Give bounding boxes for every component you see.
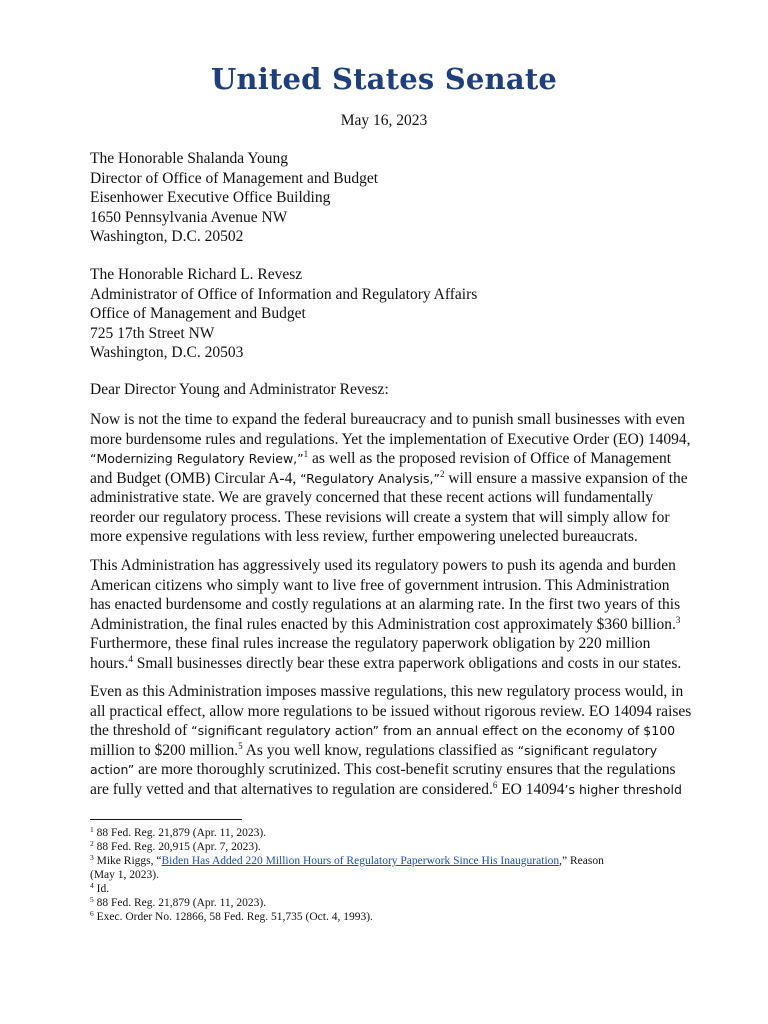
paragraph-line: This Administration has aggressively used its regulatory powers to push its agenda and burden bbox=[90, 557, 676, 574]
body-paragraph-3 bbox=[90, 682, 691, 799]
address-line: The Honorable Richard L. Revesz bbox=[90, 266, 303, 283]
recipient-address-1 bbox=[90, 149, 378, 247]
body-paragraph-1 bbox=[90, 410, 690, 547]
text-run: Small businesses directly bear these extra paperwork obligations and costs in our states. bbox=[132, 654, 682, 672]
paragraph-line: reorder our regulatory process. These revisions will create a system that will simply allow for bbox=[90, 508, 670, 526]
quoted-title: “Regulatory Analysis,” bbox=[300, 470, 440, 486]
footnote-3-continued: (May 1, 2023). bbox=[90, 869, 159, 881]
footnote-divider bbox=[90, 819, 242, 820]
footnote-ref: 3 bbox=[675, 614, 681, 625]
address-line: 725 17th Street NW bbox=[90, 324, 215, 342]
quoted-term: “significant regulatory bbox=[517, 742, 658, 758]
footnote-number: 2 bbox=[90, 839, 94, 848]
footnote-4 bbox=[90, 882, 604, 896]
address-line: Director of Office of Management and Budget bbox=[90, 169, 379, 187]
address-line: Washington, D.C. 20503 bbox=[90, 344, 244, 361]
paragraph-line: Furthermore, these final rules increase the regulatory paperwork obligation by 220 million bbox=[90, 635, 651, 652]
address-line: Office of Management and Budget bbox=[90, 305, 306, 322]
text-run: are fully vetted and that alternatives to regulation are considered. bbox=[90, 780, 493, 798]
footnote-3 bbox=[90, 854, 604, 868]
footnote-ref: 2 bbox=[439, 468, 445, 479]
paragraph-line: has enacted burdensome and costly regulations at an alarming rate. In the first two years of this bbox=[90, 596, 681, 613]
footnote-number: 4 bbox=[90, 881, 94, 890]
letter-date: May 16, 2023 bbox=[340, 112, 428, 129]
paragraph-line bbox=[90, 654, 681, 674]
footnote-ref: 4 bbox=[128, 653, 133, 664]
letterhead-title: United States Senate bbox=[210, 62, 558, 96]
paragraph-line bbox=[90, 469, 690, 489]
paragraph-line bbox=[90, 760, 691, 780]
paragraph-line: more expensive regulations with less review, further empowering unelected bureaucrats. bbox=[90, 528, 638, 545]
address-line: Washington, D.C. 20502 bbox=[90, 228, 244, 245]
paragraph-line: Even as this Administration imposes massive regulations, this new regulatory process would, in bbox=[90, 683, 684, 700]
body-paragraph-2 bbox=[90, 556, 681, 673]
footnote-1 bbox=[90, 826, 604, 840]
paragraph-line bbox=[90, 721, 691, 741]
paragraph-line: more burdensome rules and regulations. Yet the implementation of Executive Order (EO) 14094, bbox=[90, 430, 691, 448]
footnote-number: 5 bbox=[90, 895, 94, 904]
footnote-link[interactable]: Biden Has Added 220 Million Hours of Regulatory Paperwork Since His Inauguration bbox=[161, 855, 560, 867]
footnote-ref: 6 bbox=[492, 779, 498, 790]
text-run: hours. bbox=[90, 654, 129, 672]
text-run: are more thoroughly scrutinized. This cost-benefit scrutiny ensures that the regulations bbox=[134, 761, 676, 778]
paragraph-line bbox=[90, 615, 681, 635]
footnote-5 bbox=[90, 896, 604, 910]
footnote-ref: 1 bbox=[303, 449, 309, 459]
paragraph-line bbox=[90, 780, 691, 800]
salutation: Dear Director Young and Administrator Revesz: bbox=[90, 381, 389, 398]
paragraph-line bbox=[90, 741, 691, 761]
text-run: million to $200 million. bbox=[90, 741, 239, 759]
paragraph-line: administrative state. We are gravely concerned that these recent actions will fundamentally bbox=[90, 489, 654, 506]
footnote-text: Exec. Order No. 12866, 58 Fed. Reg. 51,735 (Oct. 4, 1993). bbox=[93, 911, 373, 923]
footnotes bbox=[90, 826, 604, 924]
quoted-title: “Modernizing Regulatory Review,” bbox=[90, 451, 304, 466]
text-run: the threshold of bbox=[90, 722, 192, 739]
footnote-text: 88 Fed. Reg. 21,879 (Apr. 11, 2023). bbox=[93, 827, 267, 839]
footnote-number: 3 bbox=[90, 853, 94, 862]
footnote-text: 88 Fed. Reg. 21,879 (Apr. 11, 2023). bbox=[93, 897, 267, 909]
text-run: EO 14094 bbox=[497, 780, 565, 798]
footnote-6 bbox=[90, 910, 604, 924]
recipient-address-2 bbox=[90, 265, 477, 363]
text-run: as well as the proposed revision of Office of Management bbox=[308, 450, 672, 467]
text-run: As you well know, regulations classified as bbox=[242, 741, 518, 759]
footnote-text: Mike Riggs, “ bbox=[93, 855, 162, 867]
address-line: The Honorable Shalanda Young bbox=[90, 150, 289, 167]
text-run: ’s higher threshold bbox=[564, 781, 682, 797]
quoted-term: action” bbox=[90, 762, 135, 777]
paragraph-line: American citizens who simply want to live free of government intrusion. This Administration bbox=[90, 576, 670, 594]
paragraph-line: all practical effect, allow more regulations to be issued without rigorous review. EO 14094 raises bbox=[90, 702, 692, 720]
text-run: and Budget (OMB) Circular A-4, bbox=[90, 469, 301, 487]
text-run: will ensure a massive expansion of the bbox=[444, 469, 688, 487]
quoted-term: “significant regulatory action” from an annual effect on the economy of $100 bbox=[191, 723, 676, 738]
text-run: Administration, the final rules enacted by this Administration cost approximately $360 billion. bbox=[90, 615, 676, 633]
paragraph-line bbox=[90, 449, 690, 469]
address-line: Administrator of Office of Information and Regulatory Affairs bbox=[90, 285, 478, 303]
paragraph-line: Now is not the time to expand the federal bureaucracy and to punish small businesses with even bbox=[90, 411, 685, 428]
address-line: 1650 Pennsylvania Avenue NW bbox=[90, 208, 288, 226]
footnote-text: Id. bbox=[93, 883, 110, 895]
footnote-number: 6 bbox=[90, 909, 94, 918]
footnote-2 bbox=[90, 840, 604, 854]
address-line: Eisenhower Executive Office Building bbox=[90, 189, 331, 206]
footnote-number: 1 bbox=[90, 825, 94, 834]
footnote-text: 88 Fed. Reg. 20,915 (Apr. 7, 2023). bbox=[93, 841, 261, 853]
footnote-ref: 5 bbox=[238, 740, 243, 751]
footnote-text: ,” Reason bbox=[559, 855, 604, 867]
